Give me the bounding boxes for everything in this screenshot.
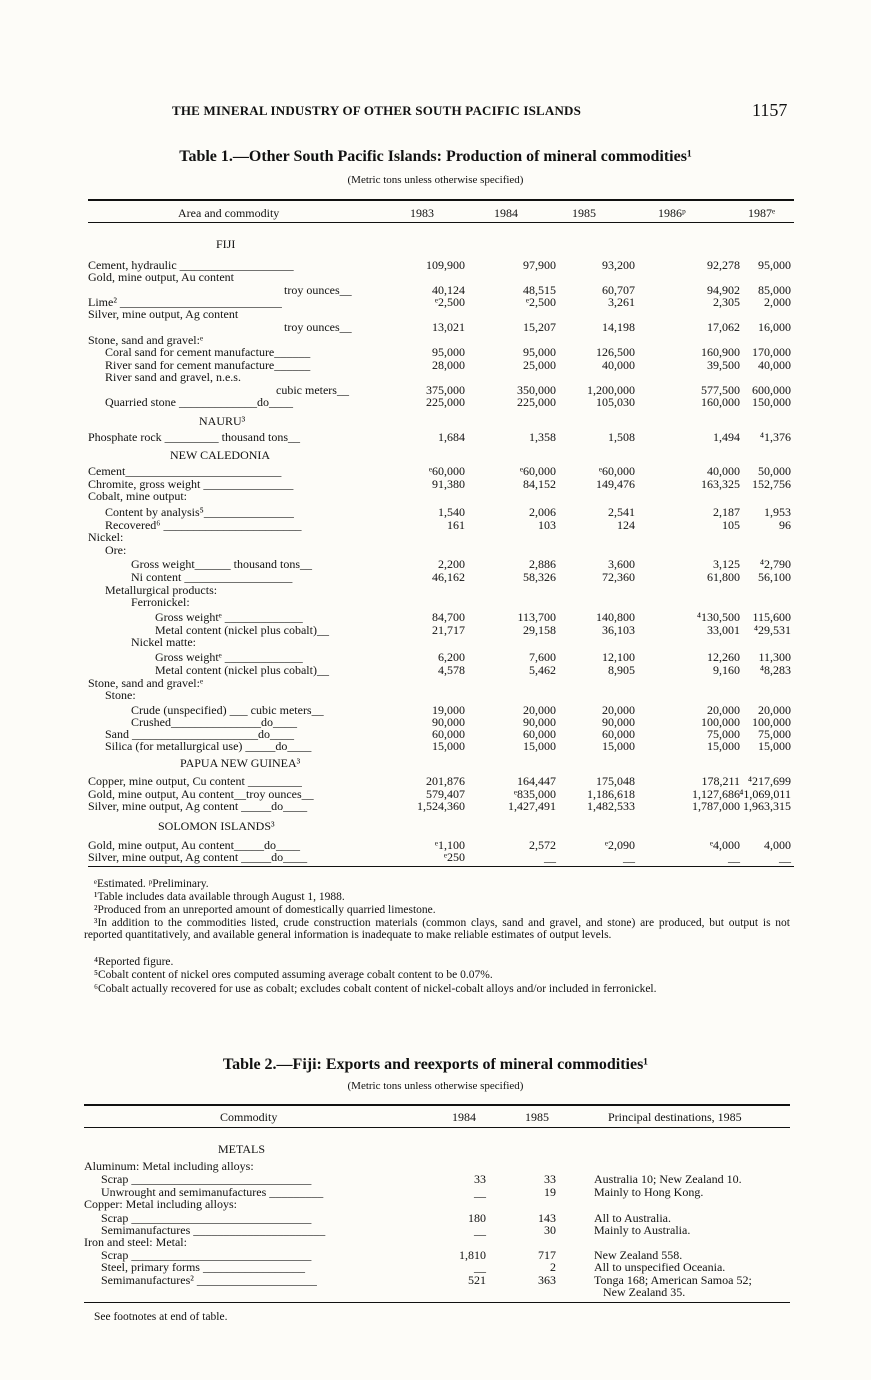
table1-row-label: Gross weightᵉ _____________ (155, 650, 303, 664)
table1-cell: 56,100 (758, 570, 791, 584)
table1-cell: 152,756 (752, 477, 791, 491)
table2-cell: __ (474, 1185, 486, 1199)
table2-destination: New Zealand 558. (594, 1248, 683, 1262)
table1-cell: 1,524,360 (417, 799, 465, 813)
table1-col-header: 1987ᵉ (748, 206, 776, 220)
table1-cell: 149,476 (596, 477, 635, 491)
table2-cell: 363 (538, 1273, 556, 1287)
table1-cell: 20,000 (602, 703, 635, 717)
table1-row (88, 636, 794, 649)
table1-row (88, 800, 794, 813)
table1-row-label: Stone, sand and gravel:ᵉ (88, 333, 204, 347)
table1-cell: 1,787,000 (692, 799, 740, 813)
table2-row-label: Scrap ______________________________ (101, 1248, 312, 1262)
table1-cell: 113,700 (517, 610, 556, 624)
table1-cell: 7,600 (529, 650, 556, 664)
table1-cell: 109,900 (426, 258, 465, 272)
table1-cell: 75,000 (758, 727, 791, 741)
table1-cell: 29,158 (523, 623, 556, 637)
table1-row (88, 396, 794, 409)
table1-cell: ᵉ835,000 (513, 787, 556, 801)
table1-row-label: Recovered⁶ _______________________ (105, 518, 302, 532)
table2-cell: 2 (550, 1260, 556, 1274)
table1-cell: 1,427,491 (508, 799, 556, 813)
table1-row-label: Quarried stone _____________do____ (105, 395, 293, 409)
table1-cell: 46,162 (432, 570, 465, 584)
table1-cell: 20,000 (523, 703, 556, 717)
table1-footnote: ⁵Cobalt content of nickel ores computed assuming average cobalt content to be 0.07%. (94, 969, 493, 981)
table1-cell: 58,326 (523, 570, 556, 584)
table1-cell: 2,541 (608, 505, 635, 519)
table1-row-label: Cement, hydraulic ___________________ (88, 258, 294, 272)
table1-cell: 6,200 (438, 650, 465, 664)
table1-cell: ᵉ60,000 (598, 464, 635, 478)
table1-cell: 350,000 (517, 383, 556, 397)
table1-cell: 4,578 (438, 663, 465, 677)
table1-cell: 15,207 (523, 320, 556, 334)
table1-row-label: troy ounces__ (284, 320, 352, 334)
table1-cell: 40,000 (707, 464, 740, 478)
table1-cell: 2,006 (529, 505, 556, 519)
table2-col-header: Principal destinations, 1985 (608, 1110, 742, 1124)
table1-row (88, 596, 794, 609)
table1-row-label: troy ounces__ (284, 283, 352, 297)
table1-cell: 97,900 (523, 258, 556, 272)
table1-row-label: Metal content (nickel plus cobalt)__ (155, 663, 329, 677)
table2-row (84, 1273, 790, 1299)
table1-cell: ⁴1,376 (759, 430, 791, 444)
table2-row-label: Scrap ______________________________ (101, 1172, 312, 1186)
table1-footnote: ²Produced from an unreported amount of domestically quarried limestone. (94, 904, 436, 916)
table1-row-label: Ni content __________________ (131, 570, 293, 584)
table1-cell: 1,508 (608, 430, 635, 444)
table1-cell: 72,360 (602, 570, 635, 584)
table1-cell: ⁴29,531 (753, 623, 791, 637)
table1-cell: 105 (722, 518, 740, 532)
table1-cell: 95,000 (758, 258, 791, 272)
table1-section-label: FIJI (216, 237, 236, 251)
table1-cell: 1,358 (529, 430, 556, 444)
table1-col-header: 1983 (410, 206, 434, 220)
table1-cell: 3,600 (608, 557, 635, 571)
table1-cell: ᵉ60,000 (428, 464, 465, 478)
table2-cell: 30 (544, 1223, 556, 1237)
table1-cell: 90,000 (523, 715, 556, 729)
table1-cell: 3,261 (608, 295, 635, 309)
table1-cell: 577,500 (701, 383, 740, 397)
table1-col-header: 1984 (494, 206, 518, 220)
table1-cell: 178,211 (701, 774, 740, 788)
table1-cell: 579,407 (426, 787, 465, 801)
table1-cell: ᵉ60,000 (519, 464, 556, 478)
table1-cell: 105,030 (596, 395, 635, 409)
table1-row-label: Silver, mine output, Ag content _____do____ (88, 850, 308, 864)
table1-cell: __ (544, 850, 556, 864)
table2-row-label: Steel, primary forms _________________ (101, 1260, 305, 1274)
table1-col-header: Area and commodity (178, 206, 280, 220)
table2-row (84, 1236, 790, 1248)
table1-cell: 100,000 (752, 715, 791, 729)
table1-cell: 90,000 (602, 715, 635, 729)
table1-section-label: NAURU³ (199, 414, 246, 428)
table1-cell: 103 (538, 518, 556, 532)
table1-row-label: Ferronickel: (131, 595, 190, 609)
table1-title: Table 1.—Other South Pacific Islands: Production of mineral commodities¹ (179, 148, 692, 165)
table1-footnote: ¹Table includes data available through August 1, 1988. (94, 891, 345, 903)
table1-row-label: Lime² ___________________________ (88, 295, 282, 309)
table1-cell: 84,700 (432, 610, 465, 624)
table2-top-rule (84, 1104, 790, 1106)
table1-cell: 150,000 (752, 395, 791, 409)
page-number: 1157 (752, 100, 788, 120)
table1-cell: 1,186,618 (587, 787, 635, 801)
table1-cell: 28,000 (432, 358, 465, 372)
table1-cell: 40,000 (758, 358, 791, 372)
table1-cell: 60,000 (602, 727, 635, 741)
table1-row (88, 431, 794, 444)
table1-cell: 8,905 (608, 663, 635, 677)
table1-row-label: Gold, mine output, Au content__troy ounces__ (88, 787, 314, 801)
table2-row-label: Semimanufactures² ____________________ (101, 1273, 317, 1287)
table1-cell: 1,540 (438, 505, 465, 519)
table2-row-label: Aluminum: Metal including alloys: (84, 1159, 254, 1173)
table1-subtitle: (Metric tons unless otherwise specified) (347, 174, 524, 186)
table1-cell: 12,260 (707, 650, 740, 664)
table2-cell: 1,810 (459, 1248, 486, 1262)
table1-header-rule (88, 222, 794, 223)
table1-cell: 1,482,533 (587, 799, 635, 813)
table1-cell: 1,127,686 (692, 787, 740, 801)
table2-col-header: 1984 (452, 1110, 476, 1124)
table1-cell: 126,500 (596, 345, 635, 359)
table1-cell: 201,876 (426, 774, 465, 788)
table1-row-label: River sand and gravel, n.e.s. (105, 370, 241, 384)
table1-cell: 20,000 (707, 703, 740, 717)
table2-row (84, 1224, 790, 1236)
table2-destination: Mainly to Hong Kong. (594, 1185, 704, 1199)
table1-row-label: Crude (unspecified) ___ cubic meters__ (131, 703, 324, 717)
table2-row (84, 1261, 790, 1273)
table1-row-label: Phosphate rock _________ thousand tons__ (88, 430, 300, 444)
table2-cell: 19 (544, 1185, 556, 1199)
table1-row-label: Chromite, gross weight _______________ (88, 477, 294, 491)
table1-cell: 163,325 (701, 477, 740, 491)
table1-cell: 48,515 (523, 283, 556, 297)
table1-cell: 94,902 (707, 283, 740, 297)
table1-row-label: Silver, mine output, Ag content _____do____ (88, 799, 308, 813)
table2-col-header: 1985 (525, 1110, 549, 1124)
table1-cell: 93,200 (602, 258, 635, 272)
table1-cell: ⁴1,069,011 (739, 787, 791, 801)
table1-cell: 1,200,000 (587, 383, 635, 397)
table1-cell: 2,572 (529, 838, 556, 852)
table1-cell: ⁴130,500 (696, 610, 740, 624)
table1-row-label: Gross weightᵉ _____________ (155, 610, 303, 624)
table1-row-label: cubic meters__ (276, 383, 349, 397)
table2-title: Table 2.—Fiji: Exports and reexports of mineral commodities¹ (222, 1056, 649, 1073)
table1-cell: 4,000 (764, 838, 791, 852)
table1-cell: 124 (617, 518, 635, 532)
table1-footnote: ³In addition to the commodities listed, crude construction materials (common clays, sand and gravel, and stone) are produced, but output is not reported quantitatively, and available general information is inadequate to make reliable estimates of output levels. (84, 917, 790, 941)
table1-cell: ᵉ1,100 (434, 838, 465, 852)
table2-destination: Australia 10; New Zealand 10. (594, 1172, 742, 1186)
table1-row-label: Crushed_______________do____ (131, 715, 297, 729)
table1-cell: 19,000 (432, 703, 465, 717)
table1-row (88, 689, 794, 702)
table1-cell: 1,684 (438, 430, 465, 444)
table1-cell: __ (728, 850, 740, 864)
table1-cell: 85,000 (758, 283, 791, 297)
table1-cell: 17,062 (707, 320, 740, 334)
table1-cell: 95,000 (523, 345, 556, 359)
table1-row-label: Gross weight______ thousand tons__ (131, 557, 312, 571)
table1-cell: ᵉ250 (443, 850, 465, 864)
table1-cell: 15,000 (523, 739, 556, 753)
table1-cell: 1,963,315 (743, 799, 791, 813)
table1-cell: 164,447 (517, 774, 556, 788)
table1-cell: __ (779, 850, 791, 864)
table1-cell: 84,152 (523, 477, 556, 491)
table1-cell: 170,000 (752, 345, 791, 359)
table1-cell: ⁴217,699 (747, 774, 791, 788)
table1-cell: 5,462 (529, 663, 556, 677)
table1-cell: 50,000 (758, 464, 791, 478)
table1-row-label: Cement__________________________ (88, 464, 282, 478)
table1-row-label: Coral sand for cement manufacture______ (105, 345, 311, 359)
table1-row (88, 490, 794, 503)
table2-row-label: Unwrought and semimanufactures _________ (101, 1185, 324, 1199)
table2-cell: 521 (468, 1273, 486, 1287)
table1-cell: 14,198 (602, 320, 635, 334)
table1-row-label: Nickel matte: (131, 635, 196, 649)
table1-cell: 36,103 (602, 623, 635, 637)
table1-cell: 40,000 (602, 358, 635, 372)
table1-cell: 161 (447, 518, 465, 532)
table2-cell: __ (474, 1223, 486, 1237)
table1-cell: 225,000 (426, 395, 465, 409)
table1-row-label: Metal content (nickel plus cobalt)__ (155, 623, 329, 637)
table2-cell: 180 (468, 1211, 486, 1225)
table2-section-label: METALS (218, 1142, 266, 1156)
table2-row-label: Copper: Metal including alloys: (84, 1197, 237, 1211)
table1-cell: 175,048 (596, 774, 635, 788)
table2-row (84, 1198, 790, 1210)
table1-cell: 2,187 (713, 505, 740, 519)
table1-row-label: Stone, sand and gravel:ᵉ (88, 676, 204, 690)
table1-cell: 1,494 (713, 430, 740, 444)
table1-cell: 9,160 (713, 663, 740, 677)
table2-note: See footnotes at end of table. (94, 1311, 228, 1323)
table1-cell: 60,000 (432, 727, 465, 741)
table2-destination: All to unspecified Oceania. (594, 1260, 726, 1274)
table2-cell: __ (474, 1260, 486, 1274)
table2-header-rule (84, 1127, 790, 1128)
table1-row-label: Cobalt, mine output: (88, 489, 187, 503)
table1-row-label: Stone: (105, 688, 136, 702)
table2-col-header: Commodity (220, 1110, 278, 1124)
table1-cell: 39,500 (707, 358, 740, 372)
table1-cell: 15,000 (432, 739, 465, 753)
table1-row (88, 740, 794, 753)
table1-cell: 15,000 (707, 739, 740, 753)
table2-destination: All to Australia. (594, 1211, 671, 1225)
table1-row-label: Ore: (105, 543, 127, 557)
table1-cell: 2,200 (438, 557, 465, 571)
table1-footnote: ⁶Cobalt actually recovered for use as cobalt; excludes cobalt content of nickel-cobalt alloys and/or included in ferronickel. (94, 983, 657, 995)
table1-cell: 15,000 (602, 739, 635, 753)
table1-cell: ⁴8,283 (759, 663, 791, 677)
table2-cell: 33 (474, 1172, 486, 1186)
table2-cell: 143 (538, 1211, 556, 1225)
table1-cell: 12,100 (602, 650, 635, 664)
table1-section-label: SOLOMON ISLANDS³ (158, 819, 275, 833)
table1-cell: 225,000 (517, 395, 556, 409)
table2-cell: 33 (544, 1172, 556, 1186)
table1-cell: __ (623, 850, 635, 864)
table1-cell: 20,000 (758, 703, 791, 717)
table1-row-label: Sand _____________________do____ (105, 727, 294, 741)
table1-bottom-rule (88, 866, 794, 867)
table1-footnote: ⁴Reported figure. (94, 956, 174, 968)
table2-destination: Mainly to Australia. (594, 1223, 691, 1237)
table1-cell: 91,380 (432, 477, 465, 491)
table2-row (84, 1173, 790, 1185)
table1-cell: 60,000 (523, 727, 556, 741)
table1-row (88, 851, 794, 864)
table1-row (88, 544, 794, 557)
table1-cell: 140,800 (596, 610, 635, 624)
table1-cell: ᵉ2,500 (434, 295, 465, 309)
table2-row-label: Iron and steel: Metal: (84, 1235, 187, 1249)
table1-section-label: NEW CALEDONIA (170, 448, 271, 462)
table1-cell: 90,000 (432, 715, 465, 729)
table1-row-label: Nickel: (88, 530, 124, 544)
table1-footnote: ᵉEstimated. ᵖPreliminary. (94, 878, 209, 890)
table1-cell: 60,707 (602, 283, 635, 297)
table2-row-label: Scrap ______________________________ (101, 1211, 312, 1225)
table1-row-label: Copper, mine output, Cu content _________ (88, 774, 302, 788)
table1-cell: 92,278 (707, 258, 740, 272)
table1-cell: 100,000 (701, 715, 740, 729)
table1-row-label: Silver, mine output, Ag content (88, 307, 239, 321)
table1-cell: 2,305 (713, 295, 740, 309)
running-header-title: THE MINERAL INDUSTRY OF OTHER SOUTH PACIFIC ISLANDS (172, 103, 582, 118)
table1-row (88, 531, 794, 544)
table1-cell: 160,900 (701, 345, 740, 359)
table1-cell: ⁴2,790 (759, 557, 791, 571)
table1-cell: ᵉ2,090 (604, 838, 635, 852)
table1-row-label: Gold, mine output, Au content_____do____ (88, 838, 300, 852)
table1-cell: 375,000 (426, 383, 465, 397)
table1-cell: 75,000 (707, 727, 740, 741)
table1-section-label: PAPUA NEW GUINEA³ (180, 756, 301, 770)
table1-cell: 1,953 (764, 505, 791, 519)
table1-cell: 2,000 (764, 295, 791, 309)
table1-cell: 11,300 (758, 650, 791, 664)
table1-cell: 96 (779, 518, 791, 532)
table1-cell: 600,000 (752, 383, 791, 397)
table1-cell: 21,717 (432, 623, 465, 637)
table1-row-label: Gold, mine output, Au content (88, 270, 234, 284)
table2-bottom-rule (84, 1302, 790, 1303)
table2-row (84, 1160, 790, 1172)
table1-cell: 115,600 (752, 610, 791, 624)
table1-top-rule (88, 199, 794, 201)
table1-col-header: 1985 (572, 206, 596, 220)
table1-cell: ᵉ2,500 (525, 295, 556, 309)
table1-row-label: River sand for cement manufacture______ (105, 358, 311, 372)
table2-cell: 717 (538, 1248, 556, 1262)
table1-row-label: Content by analysis⁵_______________ (105, 505, 294, 519)
table1-cell: 61,800 (707, 570, 740, 584)
table1-cell: ᵉ4,000 (709, 838, 740, 852)
table1-col-header: 1986ᵖ (658, 206, 686, 220)
table2-destination: Tonga 168; American Samoa 52; New Zealand 35. (594, 1273, 752, 1299)
table1-cell: 16,000 (758, 320, 791, 334)
table1-cell: 15,000 (758, 739, 791, 753)
table1-cell: 2,886 (529, 557, 556, 571)
table1-row-label: Silica (for metallurgical use) _____do____ (105, 739, 312, 753)
table2-subtitle: (Metric tons unless otherwise specified) (347, 1080, 524, 1092)
table1-cell: 25,000 (523, 358, 556, 372)
table1-row-label: Metallurgical products: (105, 583, 218, 597)
table1-cell: 160,000 (701, 395, 740, 409)
table2-row-label: Semimanufactures ______________________ (101, 1223, 326, 1237)
table1-cell: 13,021 (432, 320, 465, 334)
table1-cell: 33,001 (707, 623, 740, 637)
table1-cell: 40,124 (432, 283, 465, 297)
table1-cell: 95,000 (432, 345, 465, 359)
table1-cell: 3,125 (713, 557, 740, 571)
